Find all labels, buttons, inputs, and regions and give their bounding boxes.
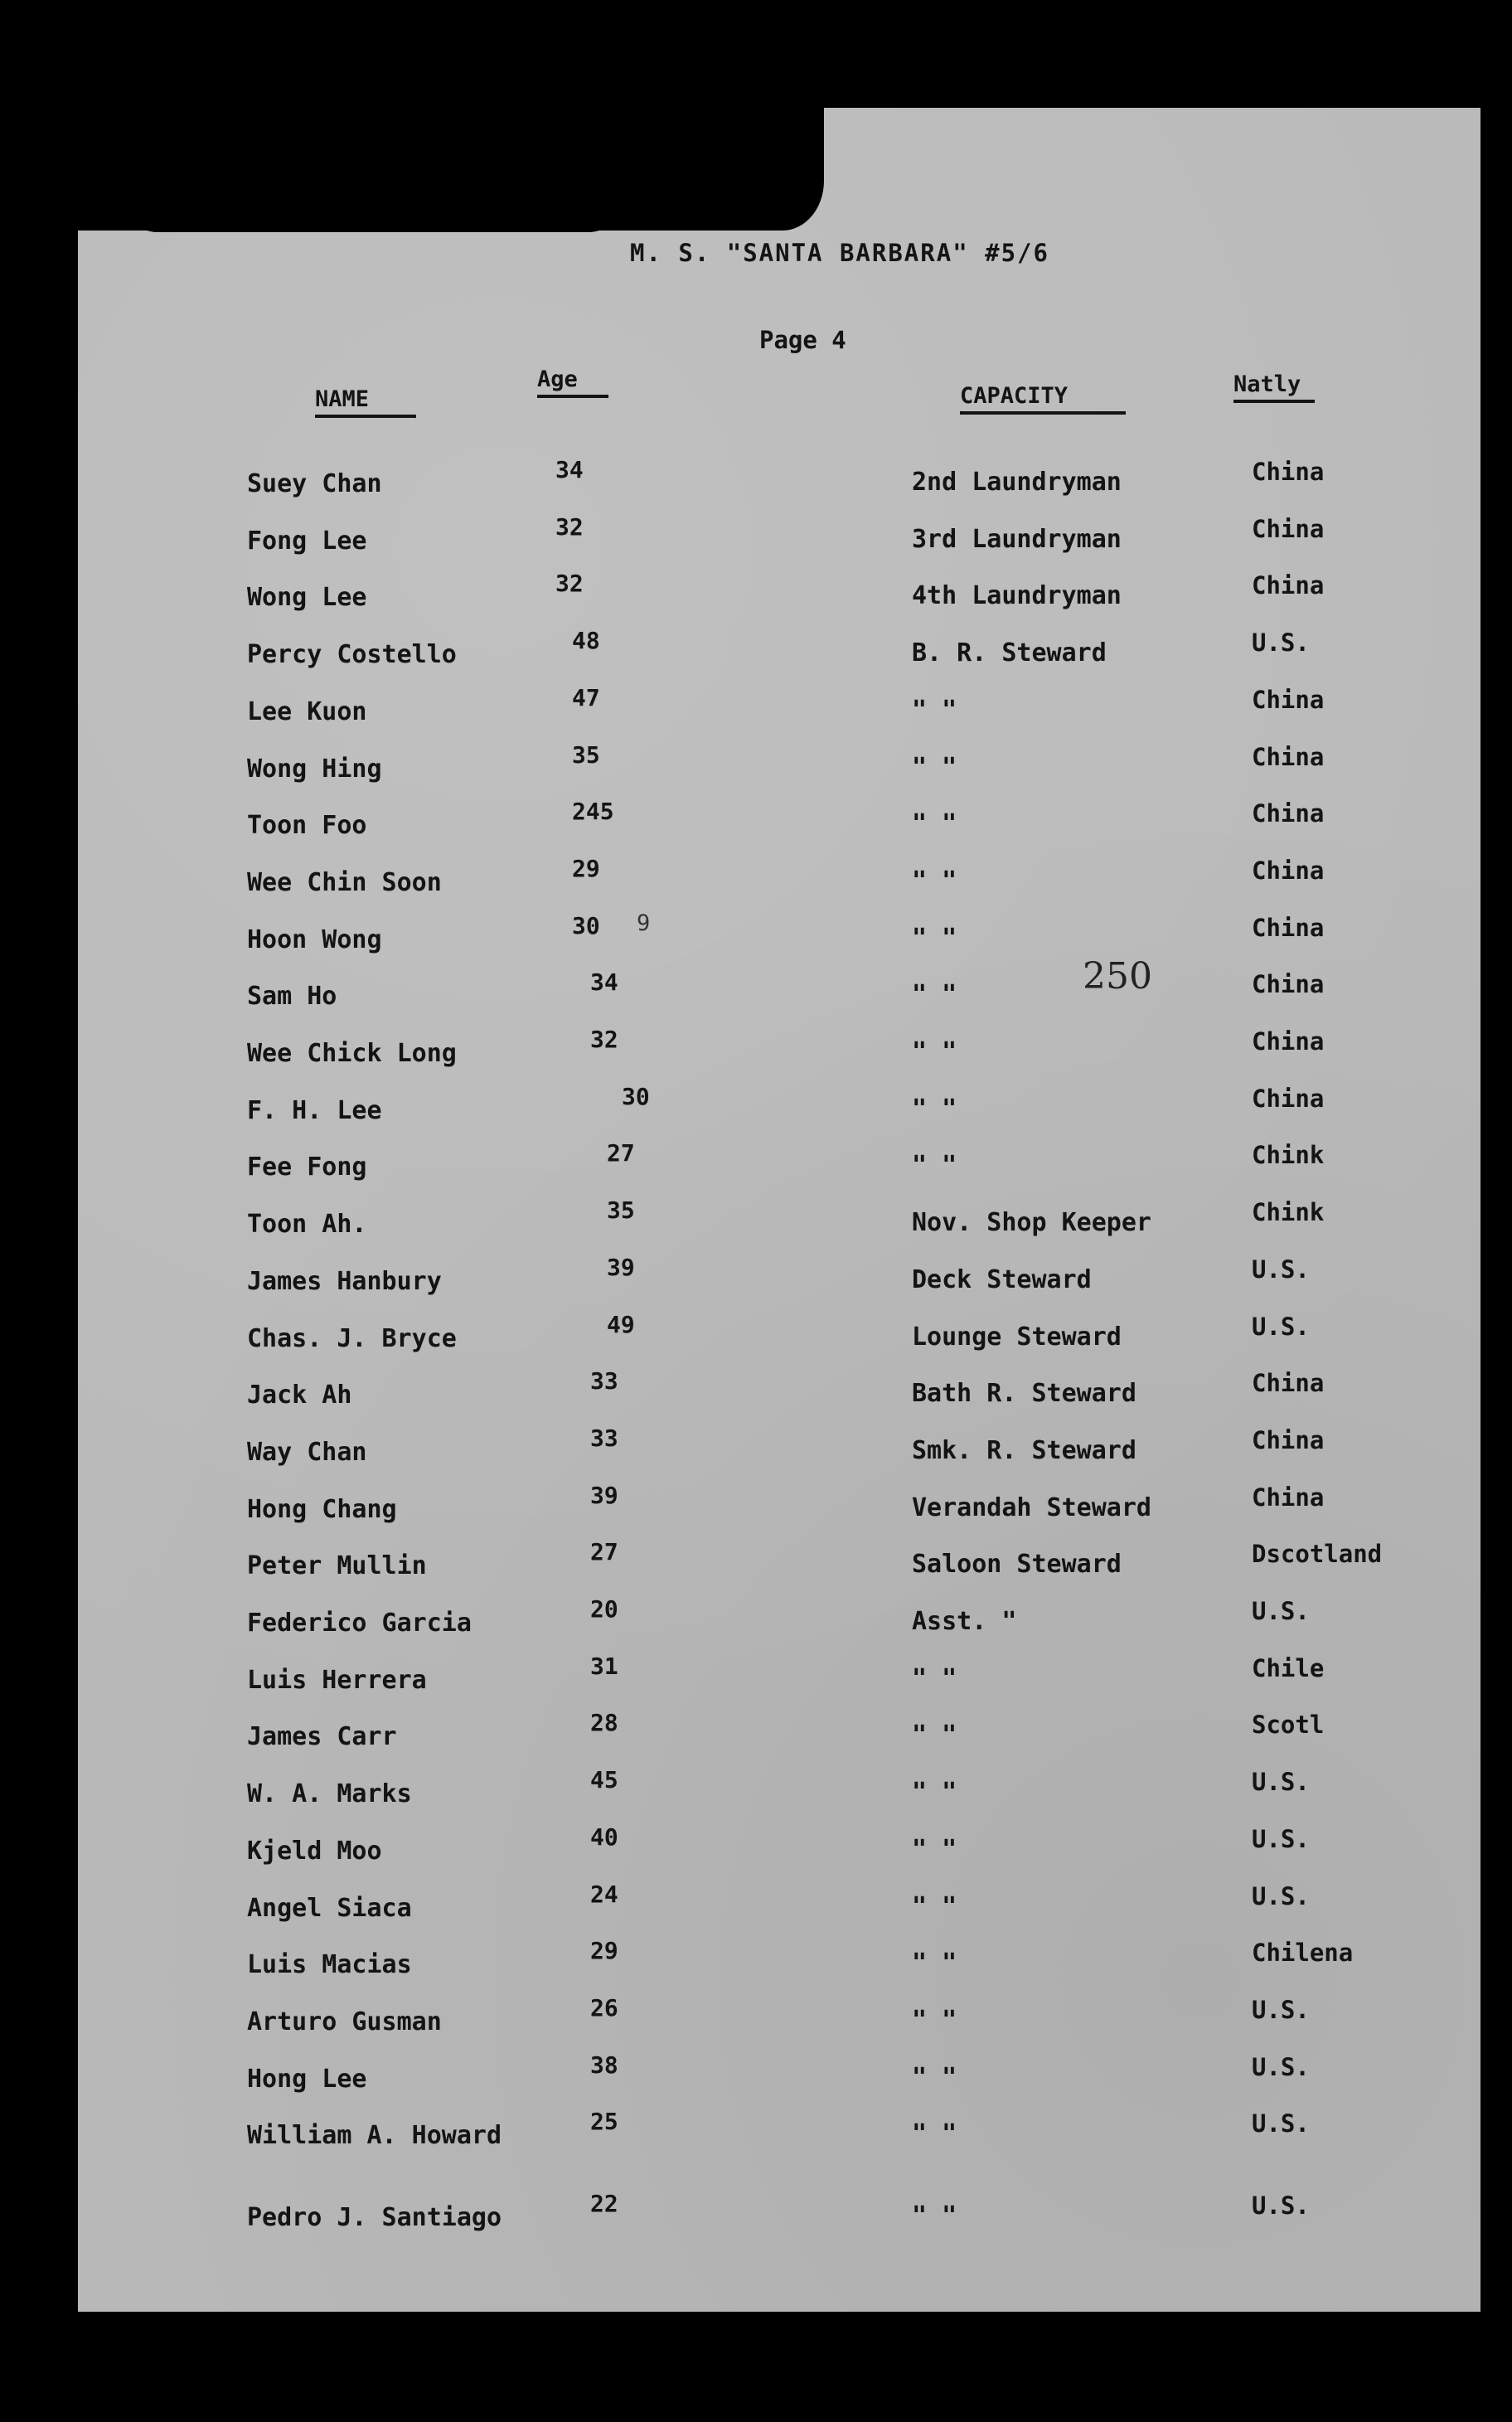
header-nationality [1233,371,1315,403]
crew-capacity: Nov. Shop Keeper [912,1208,1151,1238]
crew-name: Hong Lee [247,2064,367,2094]
crew-name: Toon Ah. [247,1210,367,1240]
crew-nationality: China [1252,799,1325,828]
crew-nationality: U.S. [1252,1995,1310,2024]
crew-name: Way Chan [247,1437,367,1467]
crew-capacity: " " [912,1037,957,1066]
crew-nationality: China [1252,1369,1325,1398]
header-age-underline [537,395,608,398]
crew-nationality: U.S. [1252,1255,1310,1284]
crew-name: Fong Lee [247,526,367,556]
crew-age: 34 [555,456,584,483]
crew-nationality: China [1252,685,1325,714]
crew-age: 35 [572,740,600,769]
crew-nationality: Chile [1252,1653,1325,1682]
header-nationality-label: Natly [1233,371,1301,397]
crew-capacity: Deck Steward [912,1264,1092,1294]
crew-nationality: China [1252,913,1325,942]
crew-age: 39 [607,1253,635,1281]
crew-name: Wee Chick Long [247,1039,457,1068]
crew-capacity: " " [912,1949,957,1978]
header-age [537,366,608,398]
torn-edge [124,199,622,232]
crew-nationality: China [1252,571,1325,600]
crew-name: Chas. J. Bryce [247,1323,457,1353]
crew-capacity: Verandah Steward [912,1493,1151,1522]
crew-age: 30 [572,911,600,939]
crew-capacity: " " [912,923,957,953]
crew-capacity: " " [912,1094,957,1124]
crew-age: 48 [572,627,600,655]
crew-age: 32 [555,570,584,598]
header-age-label: Age [537,366,578,392]
crew-capacity: " " [912,1891,957,1921]
crew-nationality: China [1252,1027,1325,1056]
crew-name: Lee Kuon [247,697,367,726]
crew-nationality: U.S. [1252,1312,1310,1341]
crew-nationality: U.S. [1252,629,1310,658]
crew-nationality: China [1252,514,1325,543]
crew-name: W. A. Marks [247,1779,412,1809]
crew-name: Hong Chang [247,1494,397,1524]
crew-name: William A. Howard [247,2121,502,2151]
crew-capacity: B. R. Steward [912,638,1107,668]
crew-age: 49 [607,1310,635,1338]
header-nationality-underline [1233,400,1315,403]
crew-age: 27 [607,1139,635,1167]
header-capacity [960,383,1126,415]
crew-age: 28 [590,1709,618,1737]
crew-age: 245 [572,798,614,826]
crew-name: Pedro J. Santiago [247,2203,502,2232]
crew-age: 25 [590,2108,618,2136]
crew-nationality: Chink [1252,1198,1325,1227]
header-name-label: NAME [315,386,370,412]
header-name-underline [315,415,416,418]
crew-age: 27 [590,1538,618,1566]
crew-name: Suey Chan [247,469,382,498]
crew-capacity: Asst. " [912,1607,1017,1636]
crew-nationality: China [1252,970,1325,999]
crew-capacity: " " [912,1151,957,1181]
crew-age: 29 [572,854,600,882]
crew-nationality: Chink [1252,1141,1325,1170]
crew-capacity: Smk. R. Steward [912,1435,1136,1465]
crew-age: 24 [590,1880,618,1908]
crew-name: Wee Chin Soon [247,867,442,897]
crew-nationality: Scotl [1252,1711,1325,1740]
crew-name: Federico Garcia [247,1609,472,1638]
crew-nationality: China [1252,856,1325,885]
crew-capacity: " " [912,2119,957,2149]
crew-name: F. H. Lee [247,1095,382,1125]
crew-nationality: U.S. [1252,1881,1310,1910]
crew-name: Wong Lee [247,583,367,613]
crew-age: 30 [622,1082,650,1110]
crew-capacity: Saloon Steward [912,1550,1122,1580]
crew-nationality: Dscotland [1252,1540,1383,1569]
crew-nationality: China [1252,458,1325,486]
crew-name: Luis Macias [247,1950,412,1980]
crew-nationality: China [1252,1084,1325,1113]
crew-name: Arturo Gusman [247,2007,442,2036]
crew-capacity: 4th Laundryman [912,581,1122,611]
ship-title: M. S. "SANTA BARBARA" #5/6 [630,239,1049,267]
crew-name: James Hanbury [247,1266,442,1296]
crew-capacity: " " [912,1721,957,1750]
crew-name: Hoon Wong [247,925,382,954]
crew-age: 32 [590,1026,618,1053]
crew-age: 40 [590,1823,618,1851]
crew-name: Fee Fong [247,1153,367,1182]
crew-capacity: " " [912,2201,957,2230]
crew-capacity: " " [912,1778,957,1808]
crew-name: James Carr [247,1722,397,1752]
crew-age: 39 [590,1481,618,1509]
crew-name: Kjeld Moo [247,1836,382,1866]
crew-age: 34 [590,968,618,997]
crew-name: Jack Ah [247,1381,352,1410]
crew-nationality: Chilena [1252,1939,1354,1968]
crew-capacity: " " [912,866,957,896]
crew-name: Percy Costello [247,640,457,670]
crew-capacity: 3rd Laundryman [912,524,1122,554]
page-number: Page 4 [759,326,846,354]
crew-nationality: U.S. [1252,2191,1310,2220]
crew-capacity: 2nd Laundryman [912,468,1122,497]
crew-nationality: U.S. [1252,2109,1310,2138]
crew-nationality: U.S. [1252,1824,1310,1853]
crew-name: Peter Mullin [247,1551,427,1581]
crew-nationality: China [1252,1425,1325,1454]
crew-age: 33 [590,1367,618,1395]
crew-name: Toon Foo [247,811,367,841]
crew-age: 22 [590,2190,618,2217]
crew-age: 38 [590,2051,618,2079]
crew-nationality: U.S. [1252,2052,1310,2081]
crew-age: 33 [590,1424,618,1452]
header-capacity-label: CAPACITY [960,383,1069,409]
crew-name: Luis Herrera [247,1665,427,1695]
crew-nationality: China [1252,742,1325,771]
crew-age: 45 [590,1766,618,1794]
crew-capacity: " " [912,752,957,782]
crew-nationality: China [1252,1483,1325,1512]
crew-age: 32 [555,512,584,541]
crew-age: 47 [572,683,600,711]
header-name [315,386,416,418]
crew-capacity: " " [912,1834,957,1864]
crew-capacity: Bath R. Steward [912,1379,1136,1409]
age-margin-note: 9 [637,910,651,936]
crew-capacity: " " [912,980,957,1010]
crew-nationality: U.S. [1252,1768,1310,1797]
crew-capacity: " " [912,2005,957,2035]
crew-capacity: " " [912,1663,957,1693]
crew-name: Sam Ho [247,982,337,1012]
crew-name: Wong Hing [247,754,382,784]
crew-capacity: " " [912,2062,957,2092]
crew-capacity: " " [912,809,957,839]
crew-age: 20 [590,1595,618,1623]
crew-capacity: Lounge Steward [912,1322,1122,1352]
crew-age: 26 [590,1993,618,2022]
crew-age: 31 [590,1652,618,1680]
crew-age: 29 [590,1937,618,1965]
handwritten-note: 250 [1083,955,1152,997]
crew-age: 35 [607,1196,635,1225]
header-capacity-underline [960,411,1126,415]
crew-name: Angel Siaca [247,1893,412,1923]
crew-capacity: " " [912,695,957,725]
crew-nationality: U.S. [1252,1597,1310,1625]
